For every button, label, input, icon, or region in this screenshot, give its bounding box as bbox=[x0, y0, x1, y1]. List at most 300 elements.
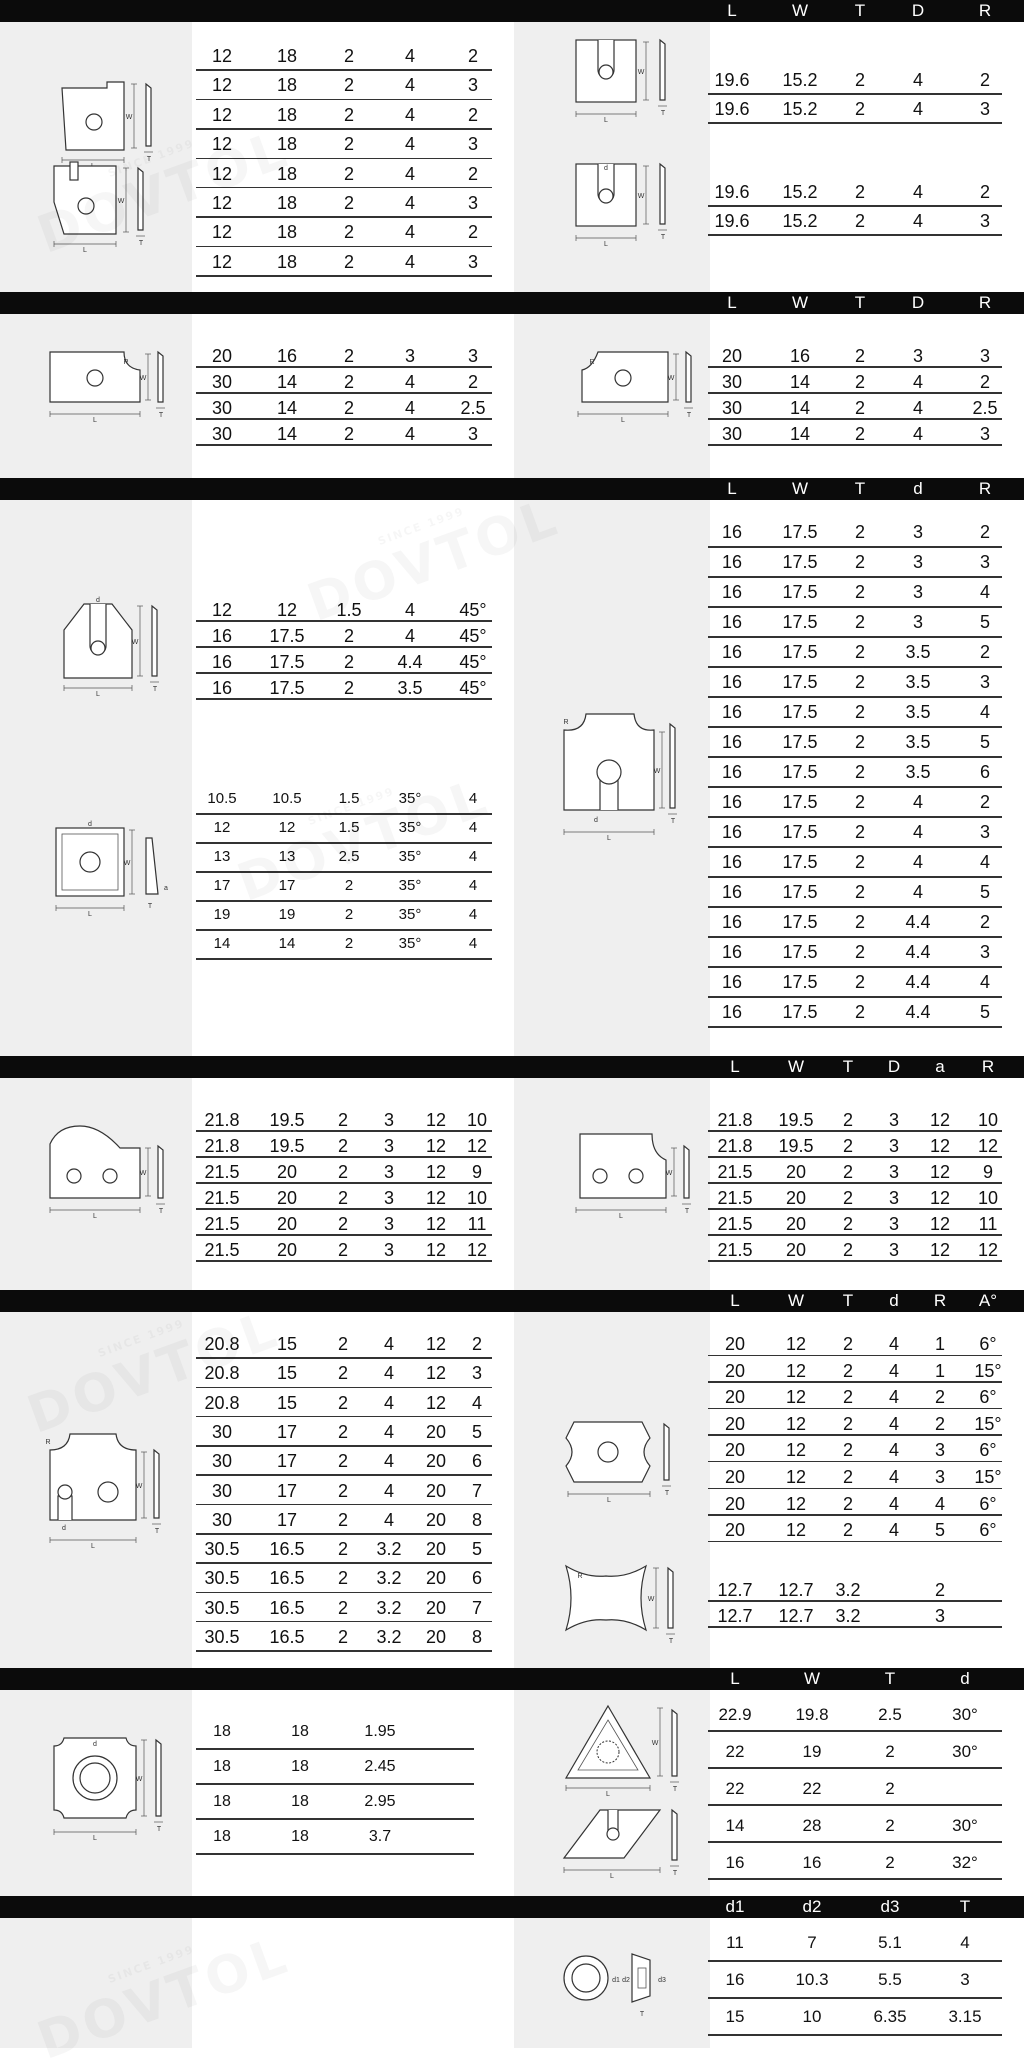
insert-side-view bbox=[660, 164, 665, 224]
row-divider bbox=[196, 418, 492, 420]
table-cell: 2 bbox=[337, 1110, 349, 1130]
column-header: W bbox=[791, 1, 809, 20]
row-divider bbox=[708, 234, 1002, 236]
table-cell: 6 bbox=[471, 1568, 483, 1589]
table-cell: 19.5 bbox=[778, 1110, 814, 1130]
washer-inner bbox=[572, 1964, 600, 1992]
table-cell: 12 bbox=[929, 1240, 951, 1260]
table-cell: 30 bbox=[721, 372, 743, 392]
table-cell: 30 bbox=[211, 424, 233, 444]
table-cell: 17.5 bbox=[782, 912, 818, 932]
table-cell: 12 bbox=[425, 1334, 447, 1354]
table-cell: 4 bbox=[468, 819, 478, 836]
table-cell: 35° bbox=[398, 935, 422, 952]
table-cell: 2 bbox=[344, 935, 354, 952]
table-cell: 17.5 bbox=[782, 642, 818, 662]
table-cell: 4 bbox=[912, 211, 924, 231]
row-divider bbox=[708, 1878, 1002, 1880]
dimension-label: W bbox=[135, 1483, 143, 1490]
table-cell: 2 bbox=[854, 822, 866, 842]
table-cell: 16.5 bbox=[269, 1597, 305, 1618]
table-cell: 3 bbox=[934, 1467, 946, 1487]
column-header: W bbox=[803, 1669, 821, 1688]
table-cell: 18 bbox=[213, 1828, 231, 1845]
table-cell: 2 bbox=[343, 424, 355, 444]
table-cell: 4 bbox=[404, 372, 416, 392]
table-cell: 1.95 bbox=[364, 1723, 396, 1740]
table-row bbox=[196, 73, 492, 102]
table-row bbox=[196, 1625, 492, 1654]
mounting-hole bbox=[103, 1169, 117, 1183]
row-divider bbox=[708, 1182, 1002, 1184]
dimension-label: W bbox=[651, 1740, 659, 1747]
table-cell: 30° bbox=[952, 1705, 978, 1724]
table-cell: 11 bbox=[978, 1214, 998, 1234]
dimension-label: T bbox=[158, 412, 164, 419]
table-cell: 12 bbox=[213, 819, 231, 836]
table-row bbox=[196, 132, 492, 161]
table-cell: 16 bbox=[721, 762, 743, 782]
table-cell: 20 bbox=[724, 1387, 746, 1408]
table-cell: 3 bbox=[467, 346, 479, 366]
table-cell: 4 bbox=[934, 1493, 946, 1514]
row-divider bbox=[196, 646, 492, 648]
table-cell: 4 bbox=[979, 582, 991, 602]
table-cell: 30 bbox=[211, 1451, 233, 1472]
table-row bbox=[196, 1537, 492, 1566]
table-cell: 3.15 bbox=[948, 2007, 982, 2026]
insert-side-view bbox=[158, 352, 163, 402]
table-cell: 17.5 bbox=[782, 522, 818, 542]
table-cell: 2 bbox=[343, 626, 355, 646]
spec-table bbox=[196, 1108, 492, 1264]
table-cell: 3 bbox=[888, 1162, 900, 1182]
table-cell: 3 bbox=[383, 1240, 395, 1260]
table-cell: 45° bbox=[459, 678, 487, 698]
column-header: D bbox=[911, 1, 925, 20]
dimension-label: L bbox=[607, 835, 611, 842]
spec-table bbox=[708, 344, 1002, 448]
table-cell: 4 bbox=[960, 1933, 970, 1952]
row-divider bbox=[196, 1357, 492, 1359]
table-cell: 2 bbox=[854, 99, 866, 119]
table-cell: 15.2 bbox=[782, 211, 818, 231]
table-row bbox=[196, 875, 492, 904]
table-cell: 2 bbox=[979, 372, 991, 392]
table-cell: 19.5 bbox=[269, 1110, 305, 1130]
table-row bbox=[708, 1518, 1002, 1545]
row-divider bbox=[708, 876, 1002, 878]
dimension-label: R bbox=[589, 359, 595, 366]
table-cell: 16 bbox=[802, 1853, 822, 1872]
dimension-label: L bbox=[606, 1791, 610, 1798]
table-cell: 12 bbox=[785, 1467, 807, 1487]
dimension-label: T bbox=[639, 2011, 645, 2018]
table-cell: 20 bbox=[785, 1240, 807, 1260]
row-divider bbox=[196, 216, 492, 218]
row-divider bbox=[708, 1260, 1002, 1262]
table-cell: 21.5 bbox=[717, 1162, 753, 1182]
table-cell: 1.5 bbox=[338, 790, 360, 807]
dimension-label: W bbox=[135, 1776, 143, 1783]
row-divider bbox=[708, 1626, 1002, 1628]
table-cell: 15° bbox=[974, 1360, 1002, 1381]
column-header: T bbox=[842, 1291, 854, 1310]
table-cell: 4 bbox=[888, 1520, 900, 1541]
table-cell: 2.5 bbox=[972, 398, 998, 418]
table-cell: 17.5 bbox=[782, 852, 818, 872]
table-cell: 4 bbox=[888, 1360, 900, 1381]
row-divider bbox=[196, 1853, 474, 1855]
table-header-bar bbox=[0, 1290, 1024, 1312]
table-cell: 21.5 bbox=[204, 1162, 240, 1182]
table-cell: 12 bbox=[211, 163, 233, 184]
table-row bbox=[196, 370, 492, 396]
table-cell: 2 bbox=[854, 182, 866, 202]
table-cell: 4 bbox=[912, 182, 924, 202]
table-cell: 17.5 bbox=[782, 942, 818, 962]
table-cell: 3.7 bbox=[368, 1828, 392, 1845]
table-cell: 2 bbox=[854, 702, 866, 722]
table-cell: 3 bbox=[888, 1136, 900, 1156]
column-header: R bbox=[978, 479, 992, 498]
table-cell: 4 bbox=[404, 626, 416, 646]
table-cell: 12 bbox=[977, 1136, 999, 1156]
insert-diagram bbox=[46, 818, 176, 918]
table-cell: 2 bbox=[854, 852, 866, 872]
table-cell: 2.45 bbox=[364, 1758, 396, 1775]
table-cell: 2 bbox=[885, 1742, 895, 1761]
row-divider bbox=[196, 1748, 474, 1750]
table-row bbox=[196, 396, 492, 422]
table-cell: 15° bbox=[974, 1413, 1002, 1434]
table-cell: 3.5 bbox=[905, 762, 931, 782]
table-cell: 2 bbox=[854, 211, 866, 231]
row-divider bbox=[708, 1381, 1002, 1383]
dimension-label: L bbox=[88, 911, 92, 918]
table-cell: 20 bbox=[724, 1360, 746, 1381]
table-cell: 3 bbox=[960, 1970, 970, 1989]
table-cell: 15 bbox=[276, 1392, 298, 1413]
dimension-label: T bbox=[146, 156, 152, 163]
table-cell: 2 bbox=[337, 1334, 349, 1354]
table-cell: 2 bbox=[854, 642, 866, 662]
table-cell: 5 bbox=[979, 1002, 991, 1022]
table-cell: 3.5 bbox=[397, 678, 423, 698]
table-cell: 2.5 bbox=[338, 848, 360, 865]
table-cell: 17 bbox=[278, 877, 296, 894]
row-divider bbox=[708, 1355, 1002, 1357]
table-row bbox=[708, 640, 1002, 670]
mounting-hole bbox=[615, 370, 631, 386]
table-cell: 21.5 bbox=[717, 1188, 753, 1208]
table-cell: 21.8 bbox=[204, 1110, 240, 1130]
table-cell: 12 bbox=[425, 1162, 447, 1182]
row-divider bbox=[708, 606, 1002, 608]
table-cell: 17 bbox=[276, 1480, 298, 1501]
table-cell: 12 bbox=[425, 1110, 447, 1130]
table-cell: 2 bbox=[467, 222, 479, 243]
table-cell: 2 bbox=[467, 104, 479, 125]
row-divider bbox=[196, 158, 492, 160]
row-divider bbox=[196, 1562, 492, 1564]
insert-diagram bbox=[44, 162, 154, 252]
table-row bbox=[708, 370, 1002, 396]
table-cell: 16 bbox=[721, 822, 743, 842]
table-row bbox=[196, 1449, 492, 1478]
mounting-hole bbox=[598, 1442, 618, 1462]
table-cell: 21.8 bbox=[717, 1136, 753, 1156]
table-row bbox=[708, 180, 1002, 209]
mounting-hole bbox=[599, 65, 613, 79]
row-divider bbox=[708, 418, 1002, 420]
table-cell: 12 bbox=[211, 251, 233, 272]
column-header: R bbox=[978, 293, 992, 312]
column-header: T bbox=[842, 1057, 854, 1076]
spec-table bbox=[708, 1332, 1002, 1545]
table-row bbox=[708, 1385, 1002, 1412]
table-cell: 17.5 bbox=[782, 792, 818, 812]
table-cell: 12 bbox=[425, 1188, 447, 1208]
table-cell: 2 bbox=[854, 792, 866, 812]
table-cell: 16 bbox=[721, 882, 743, 902]
row-divider bbox=[708, 1960, 1002, 1962]
row-divider bbox=[196, 1621, 492, 1623]
table-cell: 19.6 bbox=[714, 211, 750, 231]
table-cell: 4 bbox=[912, 852, 924, 872]
column-header: d2 bbox=[802, 1897, 822, 1916]
table-cell: 4 bbox=[404, 46, 416, 66]
table-cell: 20.8 bbox=[204, 1392, 240, 1413]
column-header: T bbox=[884, 1669, 896, 1688]
table-cell: 18 bbox=[291, 1758, 309, 1775]
table-cell: 2 bbox=[934, 1387, 946, 1408]
dimension-label: W bbox=[117, 198, 125, 205]
table-cell: 2 bbox=[337, 1627, 349, 1647]
column-header: R bbox=[933, 1291, 947, 1310]
row-divider bbox=[196, 1260, 492, 1262]
table-cell: 20 bbox=[425, 1539, 447, 1560]
table-cell: 2 bbox=[842, 1467, 854, 1487]
table-cell: 3.5 bbox=[905, 642, 931, 662]
spec-table bbox=[708, 1578, 1002, 1630]
spec-table bbox=[708, 1702, 1002, 1887]
table-row bbox=[708, 550, 1002, 580]
table-row bbox=[196, 1720, 474, 1755]
table-cell: 1 bbox=[934, 1334, 946, 1354]
insert-side-view bbox=[664, 1424, 669, 1480]
table-row bbox=[708, 820, 1002, 850]
table-cell: 20 bbox=[724, 1493, 746, 1514]
table-cell: 16 bbox=[725, 1970, 745, 1989]
table-cell: 1.5 bbox=[338, 819, 360, 836]
table-cell: 16 bbox=[721, 972, 743, 992]
table-cell: 18 bbox=[276, 104, 298, 125]
insert-side-view bbox=[158, 1146, 163, 1198]
table-cell: 20 bbox=[425, 1480, 447, 1501]
table-cell: 45° bbox=[459, 600, 487, 620]
table-cell: 16.5 bbox=[269, 1568, 305, 1589]
insert-side-view bbox=[156, 1740, 161, 1816]
table-cell: 12.7 bbox=[717, 1606, 753, 1626]
table-row bbox=[708, 1578, 1002, 1604]
table-cell: 19.5 bbox=[269, 1136, 305, 1156]
table-cell: 4 bbox=[404, 134, 416, 155]
dimension-label: T bbox=[158, 1208, 164, 1215]
table-row bbox=[708, 97, 1002, 126]
table-cell: 20 bbox=[425, 1421, 447, 1442]
table-cell: 20 bbox=[276, 1188, 298, 1208]
table-cell: 6° bbox=[979, 1334, 997, 1354]
row-divider bbox=[708, 906, 1002, 908]
row-divider bbox=[708, 122, 1002, 124]
table-cell: 2 bbox=[842, 1188, 854, 1208]
table-row bbox=[708, 68, 1002, 97]
table-cell: 16 bbox=[721, 1002, 743, 1022]
dimension-label: a bbox=[164, 885, 168, 892]
table-cell: 30 bbox=[211, 1480, 233, 1501]
dimension-label: d bbox=[88, 821, 92, 828]
insert-outline bbox=[580, 1134, 666, 1198]
table-row bbox=[708, 1850, 1002, 1887]
table-cell: 4 bbox=[404, 163, 416, 184]
dimension-label: T bbox=[670, 818, 676, 825]
table-cell: 12 bbox=[425, 1240, 447, 1260]
row-divider bbox=[708, 1767, 1002, 1769]
table-cell: 12 bbox=[929, 1214, 951, 1234]
table-row bbox=[708, 970, 1002, 1000]
row-divider bbox=[708, 816, 1002, 818]
table-cell: 21.8 bbox=[204, 1136, 240, 1156]
mounting-hole bbox=[67, 1169, 81, 1183]
column-header: L bbox=[730, 1057, 740, 1076]
table-cell: 21.5 bbox=[717, 1214, 753, 1234]
mounting-hole bbox=[91, 641, 105, 655]
spec-table bbox=[196, 1332, 492, 1654]
table-cell: 2 bbox=[842, 1387, 854, 1408]
insert-side-view bbox=[152, 606, 157, 676]
table-row bbox=[708, 1186, 1002, 1212]
table-cell: 6° bbox=[979, 1440, 997, 1461]
table-cell: 2 bbox=[842, 1162, 854, 1182]
row-divider bbox=[196, 698, 492, 700]
table-cell: 2 bbox=[979, 642, 991, 662]
table-cell: 3 bbox=[383, 1188, 395, 1208]
table-row bbox=[708, 1108, 1002, 1134]
table-row bbox=[196, 220, 492, 249]
dimension-label: T bbox=[156, 1826, 162, 1833]
table-row bbox=[708, 1492, 1002, 1519]
table-cell: 4 bbox=[888, 1387, 900, 1408]
table-cell: 4 bbox=[912, 70, 924, 90]
row-divider bbox=[708, 2034, 1002, 2036]
row-divider bbox=[708, 726, 1002, 728]
table-cell: 2.5 bbox=[878, 1705, 902, 1724]
dimension-label: T bbox=[147, 903, 153, 910]
mounting-hole bbox=[87, 370, 103, 386]
table-row bbox=[708, 1000, 1002, 1030]
row-divider bbox=[196, 929, 492, 931]
table-cell: 2 bbox=[337, 1597, 349, 1618]
table-row bbox=[196, 103, 492, 132]
mounting-hole bbox=[593, 1169, 607, 1183]
table-cell: 14 bbox=[789, 398, 811, 418]
table-cell: 2 bbox=[854, 762, 866, 782]
insert-side-view bbox=[672, 1810, 677, 1860]
table-cell: 2 bbox=[343, 652, 355, 672]
table-row bbox=[196, 1332, 492, 1361]
table-cell: 22 bbox=[725, 1779, 745, 1798]
table-cell: 4 bbox=[979, 702, 991, 722]
insert-side-view bbox=[660, 40, 665, 100]
table-cell: 2 bbox=[979, 182, 991, 202]
table-row bbox=[708, 1359, 1002, 1386]
table-cell: 3.5 bbox=[905, 732, 931, 752]
table-cell: 2 bbox=[854, 612, 866, 632]
table-row bbox=[196, 1238, 492, 1264]
dimension-label: L bbox=[93, 417, 97, 424]
spec-table bbox=[196, 788, 492, 962]
row-divider bbox=[708, 1488, 1002, 1490]
table-cell: 3 bbox=[467, 193, 479, 213]
table-cell: 30 bbox=[211, 372, 233, 392]
table-cell: 2 bbox=[885, 1779, 895, 1798]
table-cell: 2 bbox=[467, 163, 479, 184]
table-cell: 2 bbox=[337, 1392, 349, 1413]
table-cell: 4 bbox=[471, 1392, 483, 1413]
spec-table bbox=[708, 520, 1002, 1030]
table-cell: 35° bbox=[398, 790, 422, 807]
spec-table bbox=[708, 68, 1002, 126]
insert-diagram bbox=[566, 36, 676, 126]
table-cell: 2 bbox=[337, 1188, 349, 1208]
table-cell: 2 bbox=[343, 346, 355, 366]
table-cell: 3.5 bbox=[905, 702, 931, 722]
table-cell: 17.5 bbox=[269, 626, 305, 646]
table-cell: 15.2 bbox=[782, 70, 818, 90]
row-divider bbox=[196, 1208, 492, 1210]
table-cell: 21.5 bbox=[717, 1240, 753, 1260]
mounting-hole bbox=[597, 760, 621, 784]
table-cell: 2 bbox=[842, 1413, 854, 1434]
table-cell: 2 bbox=[934, 1413, 946, 1434]
table-cell: 12 bbox=[785, 1334, 807, 1354]
table-row bbox=[708, 1702, 1002, 1739]
dimension-label: L bbox=[604, 241, 608, 248]
dimension-label: R bbox=[45, 1439, 51, 1446]
table-cell: 2 bbox=[854, 942, 866, 962]
table-cell: 5.5 bbox=[878, 1970, 902, 1989]
column-header: D bbox=[887, 1057, 901, 1076]
table-cell: 17 bbox=[213, 877, 231, 894]
column-header: T bbox=[854, 479, 866, 498]
table-cell: 17.5 bbox=[782, 552, 818, 572]
table-cell: 6° bbox=[979, 1493, 997, 1514]
table-row bbox=[196, 422, 492, 448]
insert-diagram bbox=[554, 710, 684, 850]
section-1 bbox=[0, 0, 1024, 292]
row-divider bbox=[196, 1387, 492, 1389]
table-cell: 4 bbox=[912, 822, 924, 842]
table-cell: 16 bbox=[721, 612, 743, 632]
table-header-bar bbox=[0, 478, 1024, 500]
dimension-label: R bbox=[563, 719, 569, 726]
row-divider bbox=[196, 871, 492, 873]
row-divider bbox=[196, 444, 492, 446]
dimension-label: T bbox=[684, 1208, 690, 1215]
table-row bbox=[708, 1212, 1002, 1238]
table-cell: 13 bbox=[213, 848, 231, 865]
